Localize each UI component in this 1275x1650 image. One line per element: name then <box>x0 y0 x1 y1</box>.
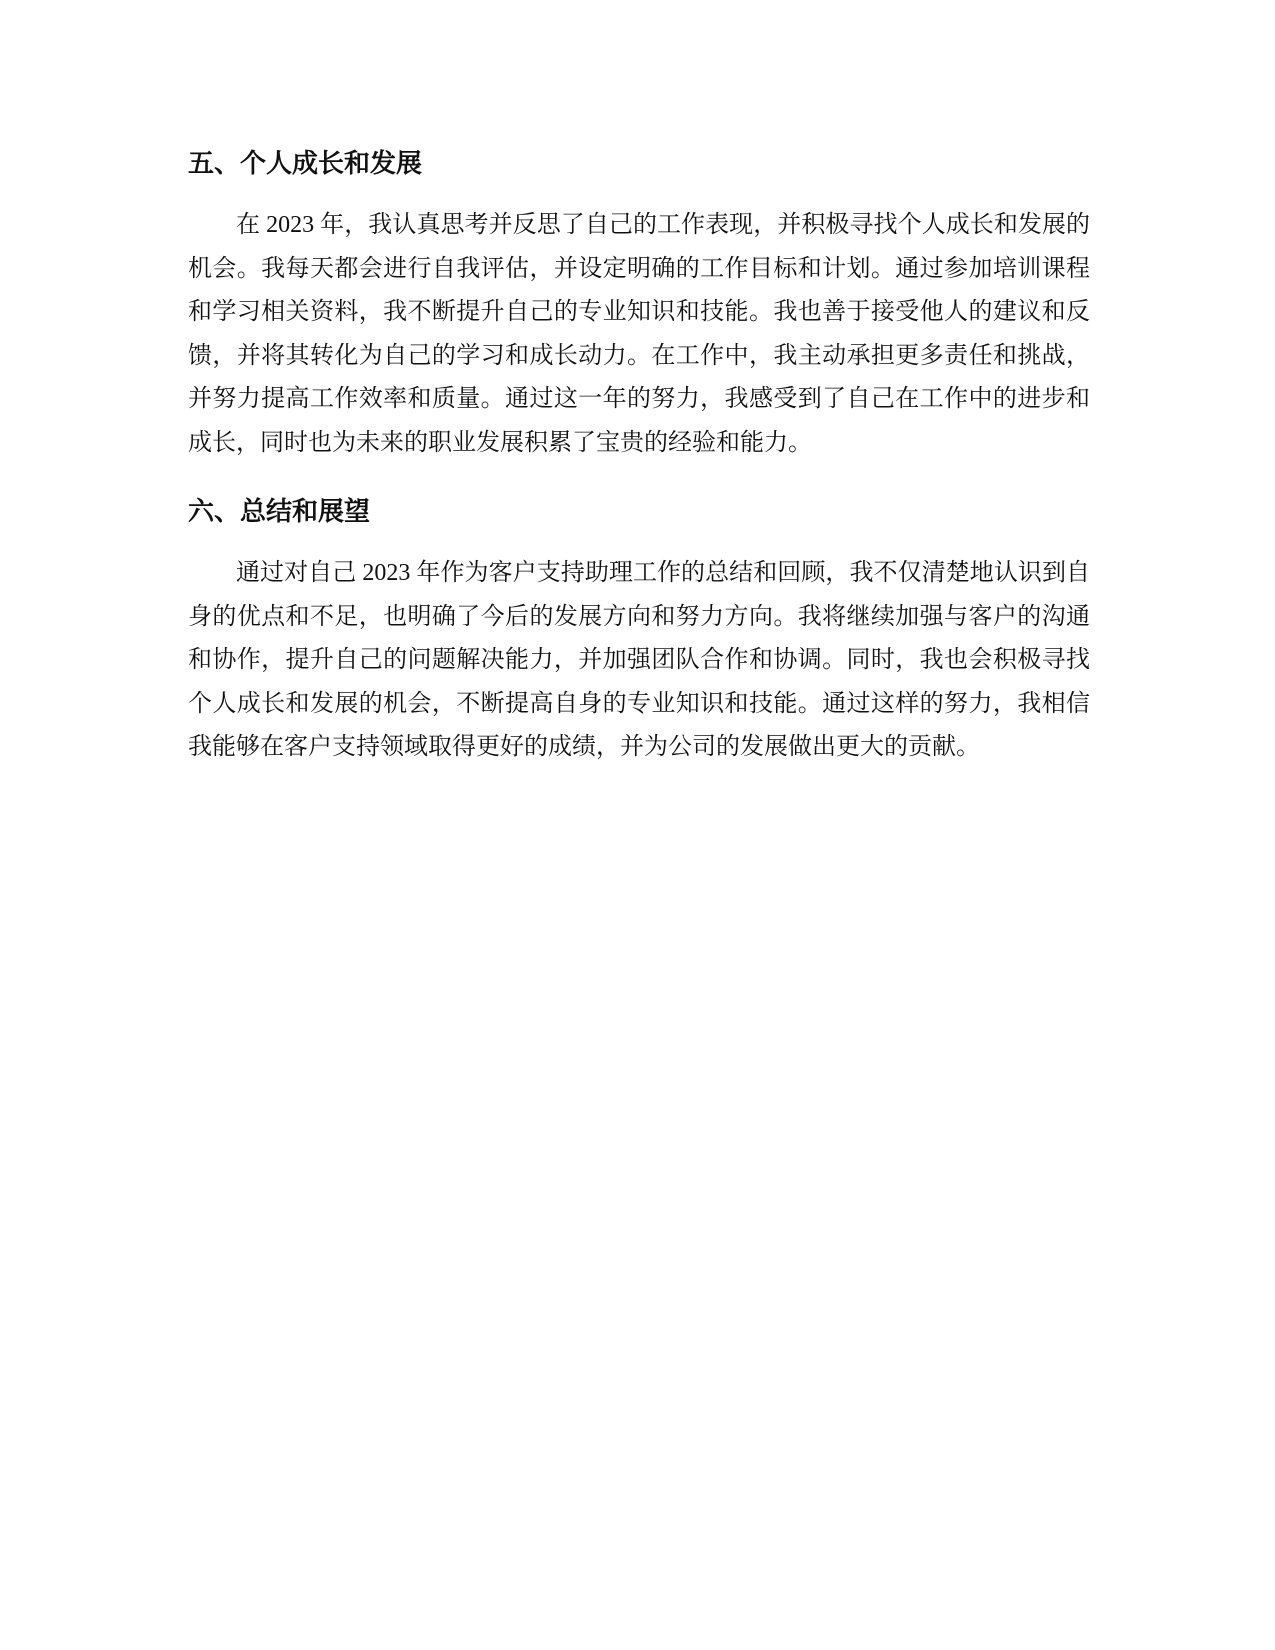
section-summary-outlook <box>188 494 1090 770</box>
section-paragraph: 通过对自己 2023 年作为客户支持助理工作的总结和回顾，我不仅清楚地认识到自身的优点和不足，也明确了今后的发展方向和努力方向。我将继续加强与客户的沟通和协作，提升自己的问题解决能力，并加强团队合作和协调。同时，我也会积极寻找个人成长和发展的机会，不断提高自身的专业知识和技能。通过这样的努力，我相信我能够在客户支持领域取得更好的成绩，并为公司的发展做出更大的贡献。 <box>188 560 1090 761</box>
section-paragraph: 在 2023 年，我认真思考并反思了自己的工作表现，并积极寻找个人成长和发展的机会。我每天都会进行自我评估，并设定明确的工作目标和计划。通过参加培训课程和学习相关资料，我不断提升自己的专业知识和技能。我也善于接受他人的建议和反馈，并将其转化为自己的学习和成长动力。在工作中，我主动承担更多责任和挑战，并努力提高工作效率和质量。通过这一年的努力，我感受到了自己在工作中的进步和成长，同时也为未来的职业发展积累了宝贵的经验和能力。 <box>188 212 1090 456</box>
section-personal-growth <box>188 146 1090 466</box>
section-heading: 六、总结和展望 <box>188 497 371 527</box>
document-page <box>188 0 1090 1650</box>
section-heading: 五、个人成长和发展 <box>188 149 423 179</box>
